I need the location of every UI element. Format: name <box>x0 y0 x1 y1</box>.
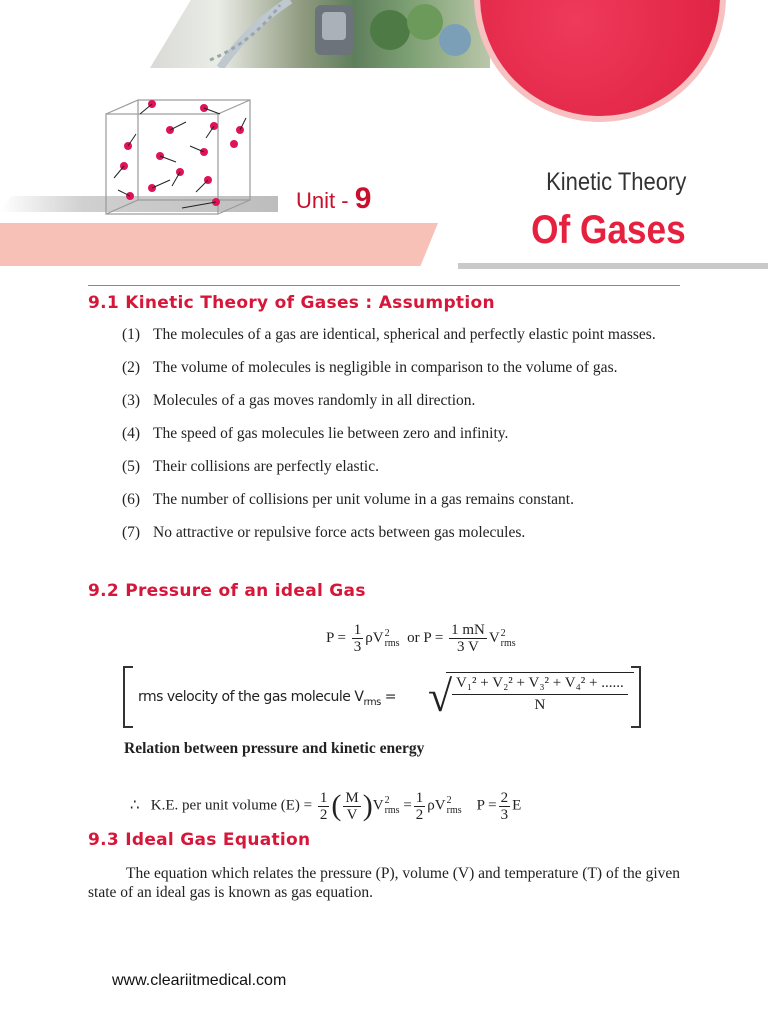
rms-label-text: rms velocity of the gas molecule V <box>138 689 364 705</box>
list-item-number: (7) <box>122 524 141 541</box>
exponent-subscript <box>385 796 400 816</box>
list-item <box>122 326 682 344</box>
equation-fraction <box>449 622 487 655</box>
exponent-subscript <box>385 629 400 649</box>
ke-label: K.E. per unit volume (E) = <box>150 797 313 814</box>
decorative-grey-rule <box>458 263 768 269</box>
section-heading-pressure: 9.2 Pressure of an ideal Gas <box>88 581 366 601</box>
gas-equation-paragraph <box>88 864 680 902</box>
rms-equals: = <box>384 689 397 705</box>
list-item <box>122 392 682 410</box>
chapter-title-line2: Of Gases <box>531 208 686 252</box>
list-item <box>122 524 682 542</box>
fraction-numerator: 1 mN <box>451 622 485 638</box>
equals-sign: = <box>403 797 412 814</box>
decorative-red-circle <box>474 0 726 122</box>
left-paren-icon: ( <box>331 789 342 822</box>
fraction-denominator: V <box>346 806 358 823</box>
right-paren-icon: ) <box>362 789 373 822</box>
equation-term: E <box>512 797 522 814</box>
footer-url[interactable]: www.cleariitmedical.com <box>112 972 287 989</box>
list-item-text: Their collisions are perfectly elastic. <box>153 458 379 475</box>
kinetic-energy-equation <box>130 789 521 823</box>
fraction-denominator: 3 V <box>457 639 479 655</box>
equation-fraction <box>318 790 330 823</box>
fraction-denominator: 3 <box>500 806 509 823</box>
equation-term: V <box>372 797 384 814</box>
list-item-text: Molecules of a gas moves randomly in all direction. <box>153 392 476 409</box>
list-item-number: (3) <box>122 392 141 409</box>
list-item-text: The speed of gas molecules lie between zero and infinity. <box>153 425 509 442</box>
list-item-number: (1) <box>122 326 141 343</box>
rms-radical <box>446 672 634 716</box>
list-item-text: The volume of molecules is negligible in comparison to the volume of gas. <box>153 359 618 376</box>
rms-denominator: N <box>534 697 546 713</box>
fraction-denominator: 2 <box>415 806 424 823</box>
assumptions-list <box>122 326 682 557</box>
equation-term: ρV <box>365 629 384 646</box>
list-item <box>122 458 682 476</box>
equation-lhs: P = <box>326 629 346 646</box>
unit-prefix: Unit - <box>296 188 355 213</box>
gas-equation-text: The equation which relates the pressure (P), volume (V) and temperature (T) of the given state of an ideal gas is known as gas equation. <box>88 865 680 901</box>
section-heading-gas-equation: 9.3 Ideal Gas Equation <box>88 830 311 850</box>
exponent: 2 <box>500 627 506 639</box>
relation-heading: Relation between pressure and kinetic energy <box>124 740 425 757</box>
subscript: rms <box>384 637 400 649</box>
therefore-icon: ∴ <box>130 797 140 814</box>
rms-velocity-formula <box>428 672 634 721</box>
exponent: 2 <box>384 627 390 639</box>
unit-number: 9 <box>354 182 372 215</box>
list-item-number: (5) <box>122 458 141 475</box>
divider-line <box>88 285 680 286</box>
list-item-number: (4) <box>122 425 141 442</box>
equation-fraction <box>343 790 360 823</box>
rms-velocity-label <box>138 689 396 708</box>
equation-fraction <box>499 790 511 823</box>
subscript: rms <box>384 805 400 816</box>
exponent: 2 <box>384 795 390 806</box>
pressure-equation <box>326 622 516 655</box>
list-item-text: No attractive or repulsive force acts between gas molecules. <box>153 524 526 541</box>
list-item-text: The molecules of a gas are identical, spherical and perfectly elastic point masses. <box>153 326 656 343</box>
header-photo-strip <box>150 0 490 68</box>
fraction-numerator: 2 <box>500 789 509 806</box>
list-item <box>122 359 682 377</box>
subscript: rms <box>500 637 516 649</box>
square-root-icon: √ <box>428 672 453 721</box>
subscript: rms <box>446 805 462 816</box>
rms-label-subscript: rms <box>363 697 381 708</box>
list-item <box>122 425 682 443</box>
rms-numerator: V₁² + V₂² + V₃² + V₄² + ...... <box>452 673 628 695</box>
fraction-denominator: 2 <box>319 806 328 823</box>
fraction-numerator: 1 <box>319 789 328 806</box>
fraction-numerator: M <box>345 789 359 806</box>
equation-fraction <box>352 622 364 655</box>
equation-term: V <box>488 629 500 646</box>
unit-label <box>296 182 371 216</box>
list-item-number: (6) <box>122 491 141 508</box>
equation-fraction <box>414 790 426 823</box>
list-item-number: (2) <box>122 359 141 376</box>
fraction-numerator: 1 <box>415 789 424 806</box>
section-heading-assumptions: 9.1 Kinetic Theory of Gases : Assumption <box>88 293 495 313</box>
list-item <box>122 491 682 509</box>
list-item-text: The number of collisions per unit volume in a gas remains constant. <box>153 491 574 508</box>
fraction-denominator: 3 <box>353 639 362 655</box>
gas-molecules-cube-icon <box>100 96 260 218</box>
fraction-numerator: 1 <box>353 622 362 638</box>
equation-term: ρV <box>427 797 446 814</box>
dna-microscope-illustration <box>150 0 490 68</box>
equation-or: or P = <box>407 629 444 646</box>
decorative-pink-band <box>0 223 438 266</box>
chapter-title-line1: Kinetic Theory <box>545 168 686 196</box>
equation-lhs: P = <box>476 797 497 814</box>
exponent-subscript <box>501 629 516 649</box>
exponent: 2 <box>446 795 452 806</box>
exponent-subscript <box>447 796 462 816</box>
